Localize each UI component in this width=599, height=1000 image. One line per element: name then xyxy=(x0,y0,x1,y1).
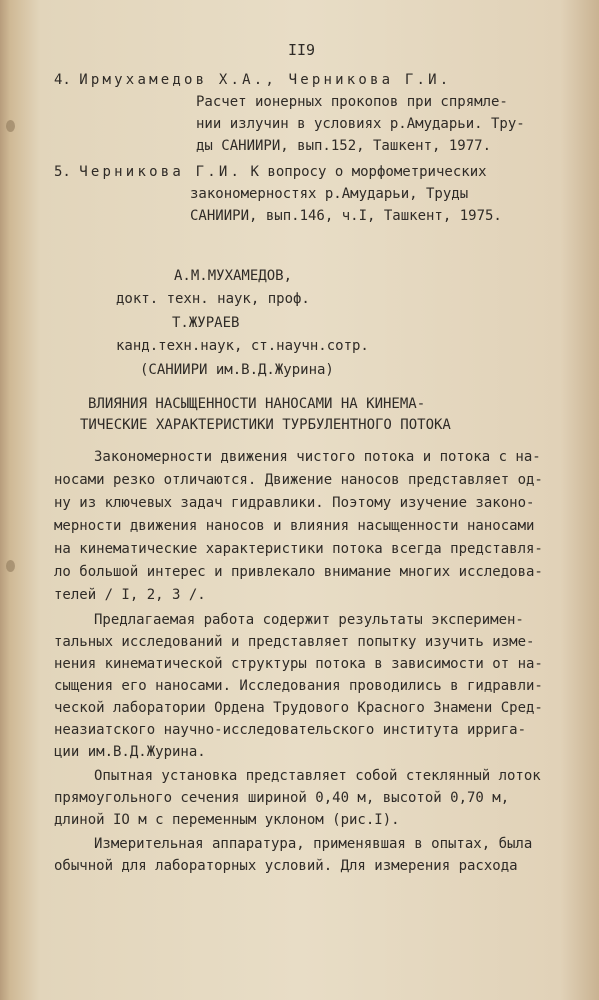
reference-4 xyxy=(54,72,451,89)
binding-hole xyxy=(6,560,15,572)
binding-hole xyxy=(6,120,15,132)
body-line: ло большой интерес и привлекало внимание многих исследова- xyxy=(54,564,543,580)
reference-index: 4. xyxy=(54,72,71,88)
body-line: на кинематические характеристики потока всегда представля- xyxy=(54,541,543,557)
author-title: канд.техн.наук, ст.научн.сотр. xyxy=(116,338,369,354)
reference-line: закономерностях р.Амударьи, Труды xyxy=(190,186,469,202)
reference-line: Расчет ионерных прокопов при спрямле- xyxy=(196,94,508,110)
body-line: обычной для лабораторных условий. Для измерения расхода xyxy=(54,858,518,874)
author-name: А.М.МУХАМЕДОВ, xyxy=(174,268,293,284)
reference-5 xyxy=(54,164,487,181)
body-line: мерности движения наносов и влияния насыщенности наносами xyxy=(54,518,535,534)
body-line: прямоугольного сечения шириной 0,40 м, высотой 0,70 м, xyxy=(54,790,510,806)
affiliation: (САНИИРИ им.В.Д.Журина) xyxy=(140,362,334,378)
reference-authors: Черникова Г.И. xyxy=(79,164,243,180)
body-line: Закономерности движения чистого потока и потока с на- xyxy=(94,449,541,465)
reference-line: ды САНИИРИ, вып.152, Ташкент, 1977. xyxy=(196,138,492,154)
body-line: длиной IO м с переменным уклоном (рис.I). xyxy=(54,812,400,828)
body-line: сыщения его наносами. Исследования проводились в гидравли- xyxy=(54,678,543,694)
body-line: Измерительная аппаратура, применявшая в опытах, была xyxy=(94,836,533,852)
body-line: ции им.В.Д.Журина. xyxy=(54,744,206,760)
body-line: носами резко отличаются. Движение наносов представляет од- xyxy=(54,472,543,488)
reference-line: нии излучин в условиях р.Амударьи. Тру- xyxy=(196,116,525,132)
article-title-line: ТИЧЕСКИЕ ХАРАКТЕРИСТИКИ ТУРБУЛЕНТНОГО ПОТОКА xyxy=(80,417,451,433)
article-title-line: ВЛИЯНИЯ НАСЫЩЕННОСТИ НАНОСАМИ НА КИНЕМА- xyxy=(88,396,426,412)
body-line: ну из ключевых задач гидравлики. Поэтому изучение законо- xyxy=(54,495,535,511)
body-line: ческой лаборатории Ордена Трудового Красного Знамени Сред- xyxy=(54,700,543,716)
body-line: тальных исследований и представляет попытку изучить изме- xyxy=(54,634,535,650)
reference-line: САНИИРИ, вып.146, ч.I, Ташкент, 1975. xyxy=(190,208,502,224)
reference-line: К вопросу о морфометрических xyxy=(250,164,487,180)
reference-authors: Ирмухамедов Х.А., Черникова Г.И. xyxy=(79,72,452,88)
body-line: Опытная установка представляет собой стеклянный лоток xyxy=(94,768,541,784)
body-line: нения кинематической структуры потока в зависимости от на- xyxy=(54,656,543,672)
body-line: Предлагаемая работа содержит результаты эксперимен- xyxy=(94,612,524,628)
author-title: докт. техн. наук, проф. xyxy=(116,291,310,307)
body-line: телей / I, 2, 3 /. xyxy=(54,587,206,603)
body-line: неазиатского научно-исследовательского института ирригa- xyxy=(54,722,527,738)
reference-index: 5. xyxy=(54,164,71,180)
author-name: Т.ЖУРАЕВ xyxy=(172,315,240,331)
page-number: II9 xyxy=(288,41,316,59)
